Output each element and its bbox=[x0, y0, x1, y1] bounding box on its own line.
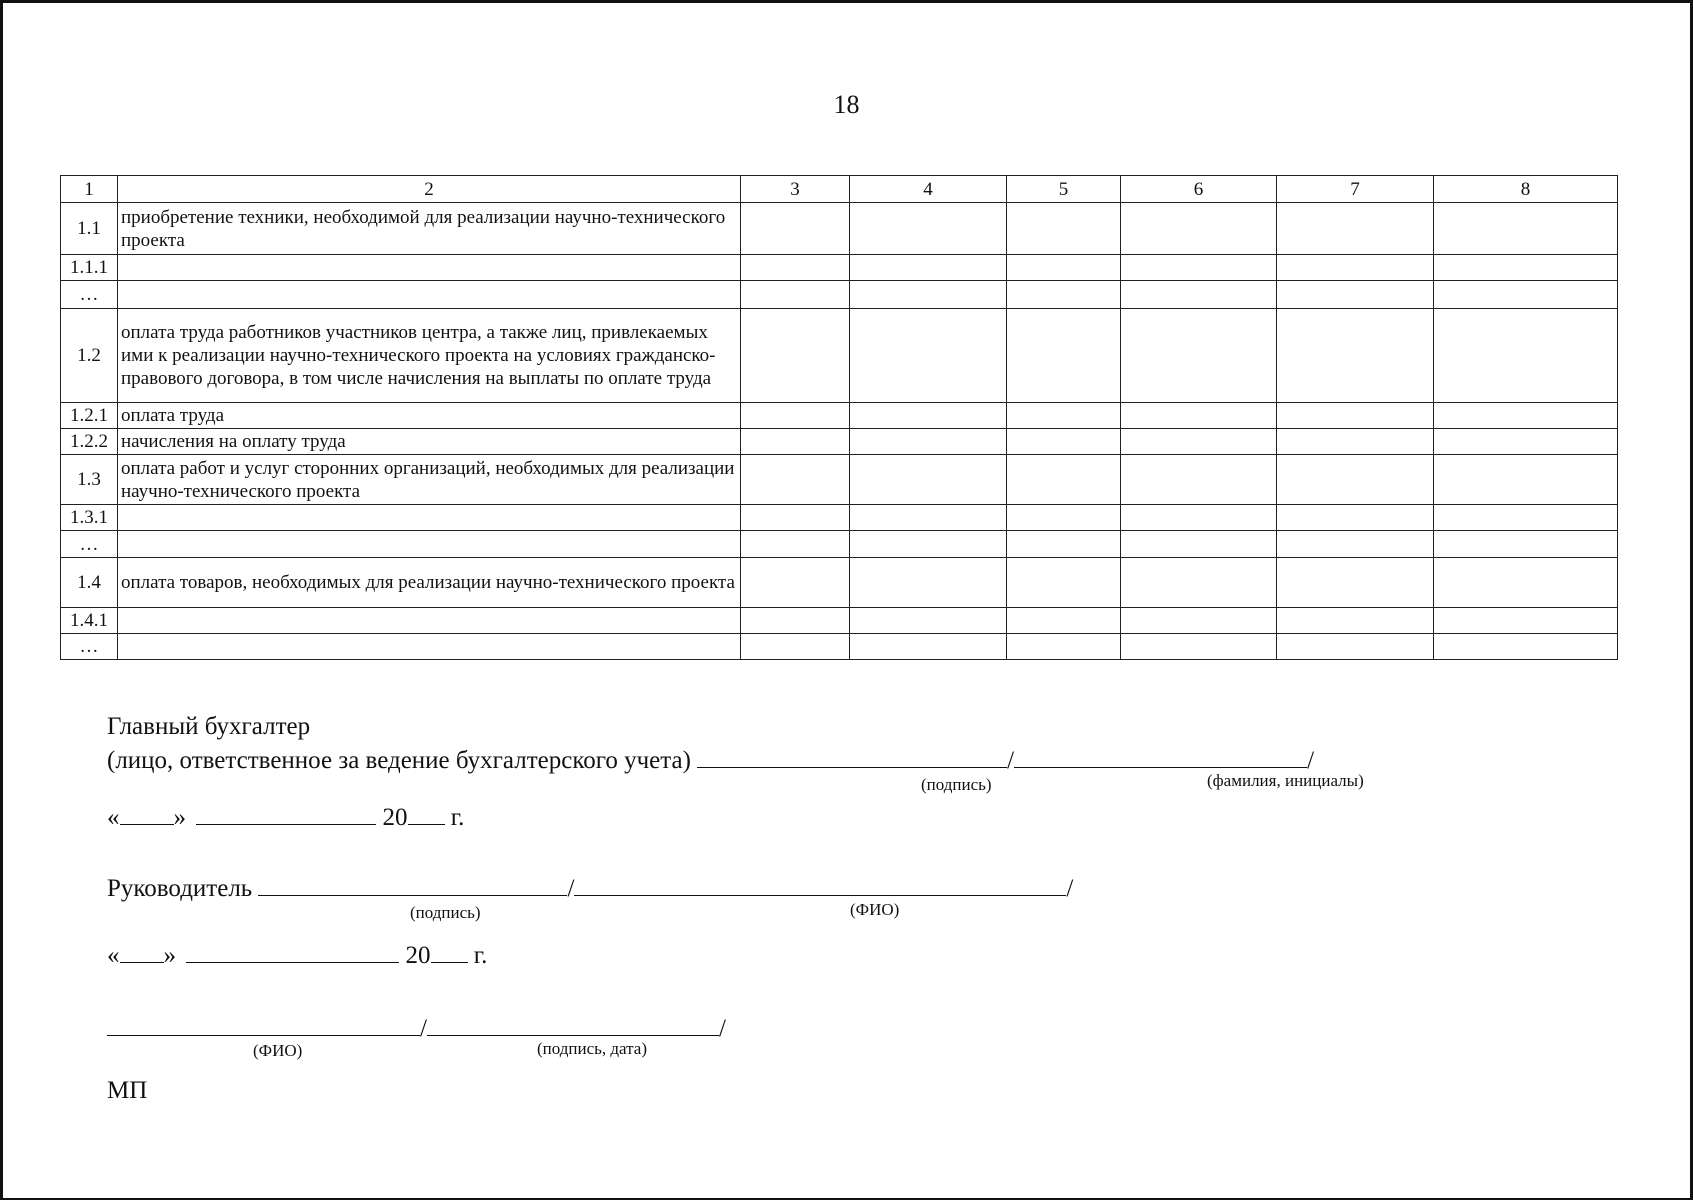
value-cell[interactable] bbox=[1007, 531, 1121, 558]
value-cell[interactable] bbox=[1434, 608, 1618, 634]
table-row bbox=[61, 634, 1618, 660]
value-cell[interactable] bbox=[850, 429, 1007, 455]
value-cell[interactable] bbox=[741, 203, 850, 255]
row-description bbox=[118, 608, 741, 634]
value-cell[interactable] bbox=[1277, 255, 1434, 281]
quote-close: » bbox=[163, 942, 176, 969]
value-cell[interactable] bbox=[1007, 455, 1121, 505]
row-description bbox=[118, 255, 741, 281]
value-cell[interactable] bbox=[850, 403, 1007, 429]
value-cell[interactable] bbox=[850, 203, 1007, 255]
row-description bbox=[118, 281, 741, 309]
value-cell[interactable] bbox=[850, 531, 1007, 558]
column-header: 1 bbox=[61, 176, 118, 203]
table-row bbox=[61, 429, 1618, 455]
row-number: 1.3 bbox=[61, 455, 118, 505]
month-blank[interactable] bbox=[196, 802, 376, 825]
value-cell[interactable] bbox=[1277, 403, 1434, 429]
year-blank[interactable] bbox=[431, 940, 468, 963]
chief-accountant-title: Главный бухгалтер bbox=[107, 713, 311, 740]
slash-separator: / bbox=[1307, 747, 1315, 774]
value-cell[interactable] bbox=[741, 429, 850, 455]
value-cell[interactable] bbox=[741, 634, 850, 660]
column-header: 4 bbox=[850, 176, 1007, 203]
quote-open: « bbox=[107, 804, 120, 831]
value-cell[interactable] bbox=[1121, 558, 1277, 608]
value-cell[interactable] bbox=[1121, 203, 1277, 255]
value-cell[interactable] bbox=[1121, 634, 1277, 660]
value-cell[interactable] bbox=[1007, 281, 1121, 309]
value-cell[interactable] bbox=[1007, 403, 1121, 429]
year-suffix: г. bbox=[450, 804, 465, 831]
slash-separator: / bbox=[420, 1015, 427, 1042]
value-cell[interactable] bbox=[1277, 281, 1434, 309]
value-cell[interactable] bbox=[850, 505, 1007, 531]
value-cell[interactable] bbox=[741, 531, 850, 558]
value-cell[interactable] bbox=[741, 309, 850, 403]
month-blank[interactable] bbox=[186, 940, 399, 963]
value-cell[interactable] bbox=[1434, 429, 1618, 455]
value-cell[interactable] bbox=[1434, 531, 1618, 558]
value-cell[interactable] bbox=[1121, 505, 1277, 531]
value-cell[interactable] bbox=[1277, 455, 1434, 505]
row-number: 1.1 bbox=[61, 203, 118, 255]
value-cell[interactable] bbox=[741, 558, 850, 608]
value-cell[interactable] bbox=[1277, 558, 1434, 608]
stamp-label: МП bbox=[107, 1077, 148, 1104]
value-cell[interactable] bbox=[741, 505, 850, 531]
table-row bbox=[61, 455, 1618, 505]
year-suffix: г. bbox=[473, 942, 488, 969]
slash-separator: / bbox=[718, 1015, 726, 1042]
caption-signature: (подпись) bbox=[921, 775, 992, 794]
value-cell[interactable] bbox=[1434, 634, 1618, 660]
value-cell[interactable] bbox=[1434, 558, 1618, 608]
row-number: … bbox=[61, 281, 118, 309]
day-blank[interactable] bbox=[120, 802, 174, 825]
value-cell[interactable] bbox=[850, 455, 1007, 505]
table-row bbox=[61, 203, 1618, 255]
value-cell[interactable] bbox=[1007, 634, 1121, 660]
fio-blank[interactable] bbox=[574, 873, 1066, 896]
value-cell[interactable] bbox=[1434, 309, 1618, 403]
value-cell[interactable] bbox=[1007, 203, 1121, 255]
head-line bbox=[107, 873, 1073, 903]
row-description bbox=[118, 531, 741, 558]
value-cell[interactable] bbox=[1121, 309, 1277, 403]
row-number: 1.2.2 bbox=[61, 429, 118, 455]
value-cell[interactable] bbox=[850, 634, 1007, 660]
row-number: 1.4.1 bbox=[61, 608, 118, 634]
row-number: 1.4 bbox=[61, 558, 118, 608]
value-cell[interactable] bbox=[1121, 281, 1277, 309]
signature-blank[interactable] bbox=[697, 745, 1007, 768]
value-cell[interactable] bbox=[741, 281, 850, 309]
row-description: оплата работ и услуг сторонних организаций, необходимых для реализации научно-технического проекта bbox=[118, 455, 741, 505]
page-border-top bbox=[0, 0, 1693, 3]
value-cell[interactable] bbox=[1007, 505, 1121, 531]
row-number: 1.2 bbox=[61, 309, 118, 403]
caption-signature-date: (подпись, дата) bbox=[537, 1039, 648, 1058]
caption-signature: (подпись) bbox=[410, 903, 481, 922]
row-description bbox=[118, 634, 741, 660]
row-number: … bbox=[61, 634, 118, 660]
day-blank[interactable] bbox=[120, 940, 164, 963]
slash-separator: / bbox=[1066, 875, 1074, 902]
value-cell[interactable] bbox=[1277, 505, 1434, 531]
table-row bbox=[61, 403, 1618, 429]
column-header: 2 bbox=[118, 176, 741, 203]
value-cell[interactable] bbox=[1434, 505, 1618, 531]
row-number: 1.1.1 bbox=[61, 255, 118, 281]
year-prefix: 20 bbox=[382, 804, 408, 831]
slash-separator: / bbox=[1007, 747, 1015, 774]
page-number: 18 bbox=[833, 90, 860, 119]
value-cell[interactable] bbox=[850, 608, 1007, 634]
fio-blank[interactable] bbox=[107, 1013, 420, 1036]
year-prefix: 20 bbox=[405, 942, 431, 969]
row-description: оплата труда bbox=[118, 403, 741, 429]
year-blank[interactable] bbox=[408, 802, 445, 825]
value-cell[interactable] bbox=[1121, 531, 1277, 558]
value-cell[interactable] bbox=[1007, 429, 1121, 455]
value-cell[interactable] bbox=[1121, 429, 1277, 455]
column-header: 3 bbox=[741, 176, 850, 203]
value-cell[interactable] bbox=[1277, 608, 1434, 634]
column-header: 8 bbox=[1434, 176, 1618, 203]
value-cell[interactable] bbox=[1121, 455, 1277, 505]
value-cell[interactable] bbox=[1007, 309, 1121, 403]
budget-table-body bbox=[61, 176, 1618, 660]
quote-close: » bbox=[173, 804, 186, 831]
budget-table bbox=[60, 175, 1618, 660]
column-header: 7 bbox=[1277, 176, 1434, 203]
value-cell[interactable] bbox=[850, 255, 1007, 281]
row-description: приобретение техники, необходимой для реализации научно-технического проекта bbox=[118, 203, 741, 255]
chief-accountant-line bbox=[107, 745, 1314, 775]
table-row bbox=[61, 608, 1618, 634]
caption-fio: (ФИО) bbox=[253, 1041, 303, 1060]
row-description: оплата труда работников участников центра, а также лиц, привлекаемых ими к реализации научно-технического проекта на условиях гражданско-правового договора, в том числе начисления на выплаты по оплате труда bbox=[118, 309, 741, 403]
date-line-head bbox=[107, 940, 487, 970]
value-cell[interactable] bbox=[850, 309, 1007, 403]
value-cell[interactable] bbox=[1121, 255, 1277, 281]
value-cell[interactable] bbox=[1121, 403, 1277, 429]
slash-separator: / bbox=[567, 875, 575, 902]
caption-fio: (ФИО) bbox=[850, 900, 900, 919]
page-border-left bbox=[0, 0, 3, 1200]
surname-initials-blank[interactable] bbox=[1014, 745, 1307, 768]
value-cell[interactable] bbox=[1277, 203, 1434, 255]
value-cell[interactable] bbox=[1434, 281, 1618, 309]
table-row bbox=[61, 255, 1618, 281]
table-row bbox=[61, 281, 1618, 309]
value-cell[interactable] bbox=[1277, 429, 1434, 455]
table-row bbox=[61, 531, 1618, 558]
row-number: … bbox=[61, 531, 118, 558]
value-cell[interactable] bbox=[1007, 255, 1121, 281]
value-cell[interactable] bbox=[1434, 255, 1618, 281]
table-row bbox=[61, 309, 1618, 403]
value-cell[interactable] bbox=[850, 281, 1007, 309]
row-description: оплата товаров, необходимых для реализации научно-технического проекта bbox=[118, 558, 741, 608]
row-description bbox=[118, 505, 741, 531]
date-line-accountant bbox=[107, 802, 464, 832]
row-number: 1.2.1 bbox=[61, 403, 118, 429]
value-cell[interactable] bbox=[1007, 608, 1121, 634]
table-row bbox=[61, 505, 1618, 531]
signature-date-blank[interactable] bbox=[427, 1013, 719, 1036]
row-number: 1.3.1 bbox=[61, 505, 118, 531]
quote-open: « bbox=[107, 942, 120, 969]
chief-accountant-subtitle: (лицо, ответственное за ведение бухгалтерского учета) bbox=[107, 747, 691, 774]
column-header: 5 bbox=[1007, 176, 1121, 203]
signature-blank[interactable] bbox=[258, 873, 567, 896]
value-cell[interactable] bbox=[1277, 309, 1434, 403]
value-cell[interactable] bbox=[1434, 455, 1618, 505]
head-title: Руководитель bbox=[107, 875, 253, 902]
value-cell[interactable] bbox=[1434, 403, 1618, 429]
value-cell[interactable] bbox=[1121, 608, 1277, 634]
row-description: начисления на оплату труда bbox=[118, 429, 741, 455]
value-cell[interactable] bbox=[741, 255, 850, 281]
value-cell[interactable] bbox=[1434, 203, 1618, 255]
value-cell[interactable] bbox=[741, 403, 850, 429]
value-cell[interactable] bbox=[741, 455, 850, 505]
value-cell[interactable] bbox=[741, 608, 850, 634]
table-header-row bbox=[61, 176, 1618, 203]
value-cell[interactable] bbox=[1277, 634, 1434, 660]
caption-surname-initials: (фамилия, инициалы) bbox=[1207, 771, 1364, 790]
value-cell[interactable] bbox=[850, 558, 1007, 608]
column-header: 6 bbox=[1121, 176, 1277, 203]
value-cell[interactable] bbox=[1277, 531, 1434, 558]
table-row bbox=[61, 558, 1618, 608]
value-cell[interactable] bbox=[1007, 558, 1121, 608]
